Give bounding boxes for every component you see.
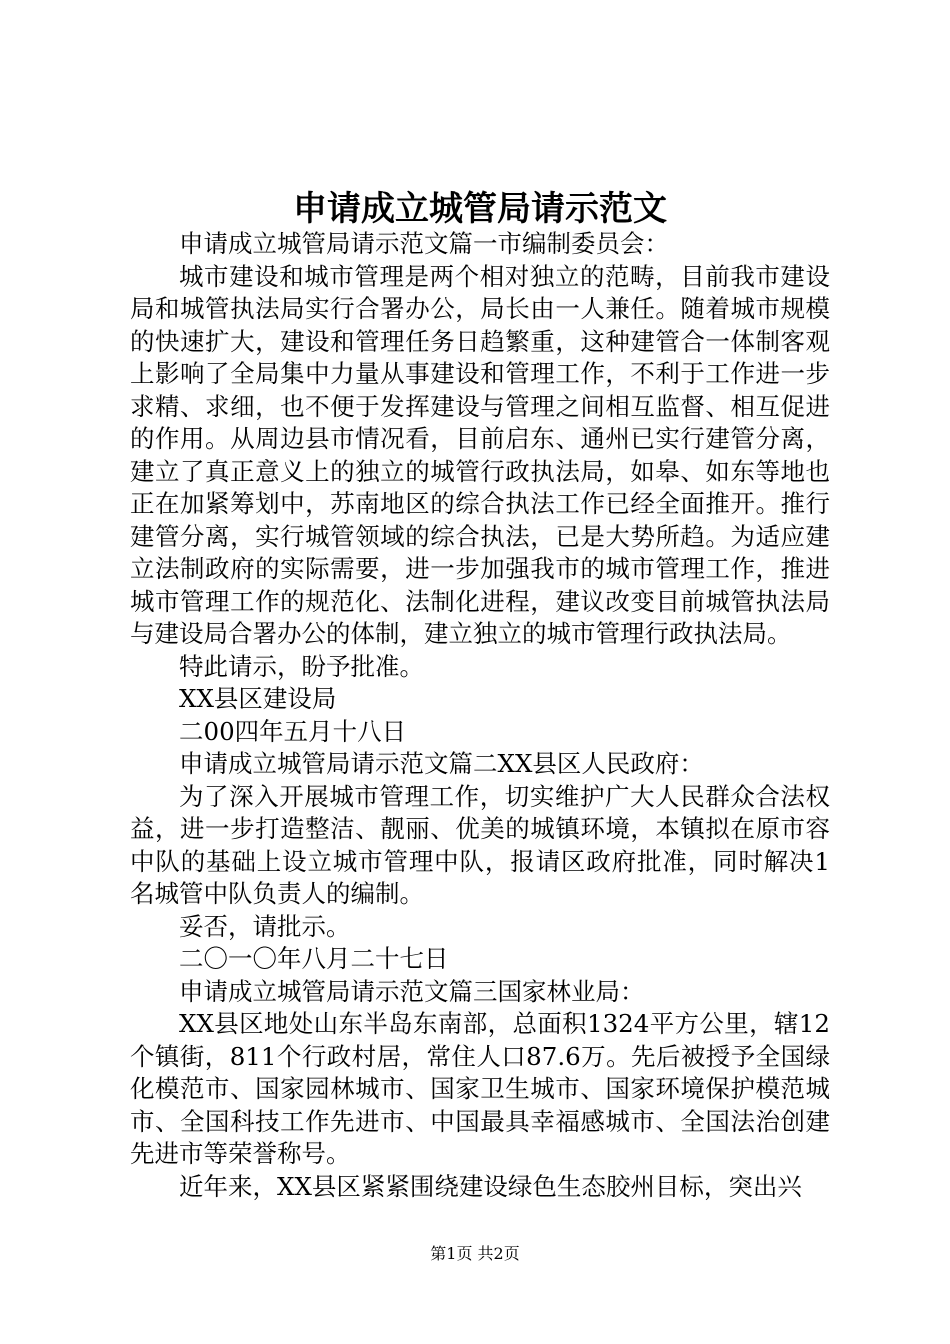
- paragraph-salutation-1: 申请成立城管局请示范文篇一市编制委员会：: [179, 229, 669, 258]
- paragraph-date-2: 二〇一〇年八月二十七日: [179, 944, 449, 973]
- document-body: [130, 228, 830, 1203]
- paragraph-closing-2: 妥否，请批示。: [179, 911, 351, 941]
- document-title: 申请成立城管局请示范文: [293, 189, 667, 229]
- paragraph-salutation-3: 申请成立城管局请示范文篇三国家林业局：: [179, 976, 645, 1006]
- page-footer: 第1页 共2页: [430, 1244, 520, 1263]
- paragraph-body-3: XX县区地处山东半岛东南部，总面积1324平方公里，辖12个镇街，811个行政村居，常住人口87.6万。先后被授予全国绿化模范市、国家园林城市、国家卫生城市、国家环境保护模范城市、全国科技工作先进市、中国最具幸福感城市、全国法治创建先进市等荣誉称号。: [130, 1009, 830, 1168]
- paragraph-body-4: 近年来，XX县区紧紧围绕建设绿色生态胶州目标，突出兴: [179, 1171, 802, 1201]
- paragraph-salutation-2: 申请成立城管局请示范文篇二XX县区人民政府：: [179, 749, 704, 778]
- paragraph-sender-1: XX县区建设局: [179, 684, 337, 713]
- paragraph-body-1: 城市建设和城市管理是两个相对独立的范畴，目前我市建设局和城管执法局实行合署办公，局长由一人兼任。随着城市规模的快速扩大，建设和管理任务日趋繁重，这种建管合一体制客观上影响了全局集中力量从事建设和管理工作，不利于工作进一步求精、求细，也不便于发挥建设与管理之间相互监督、相互促进的作用。从周边县市情况看，目前启东、通州已实行建管分离，建立了真正意义上的独立的城管行政执法局，如皋、如东等地也正在加紧筹划中，苏南地区的综合执法工作已经全面推开。推行建管分离，实行城管领域的综合执法，已是大势所趋。为适应建立法制政府的实际需要，进一步加强我市的城市管理工作，推进城市管理工作的规范化、法制化进程，建议改变目前城管执法局与建设局合署办公的体制，建立独立的城市管理行政执法局。: [130, 261, 830, 648]
- paragraph-closing-1: 特此请示，盼予批准。: [179, 651, 424, 681]
- paragraph-body-2: 为了深入开展城市管理工作，切实维护广大人民群众合法权益，进一步打造整洁、靓丽、优美的城镇环境，本镇拟在原市容中队的基础上设立城市管理中队，报请区政府批准，同时解决1名城管中队负责人的编制。: [130, 781, 830, 908]
- paragraph-date-1: 二00四年五月十八日: [179, 716, 407, 746]
